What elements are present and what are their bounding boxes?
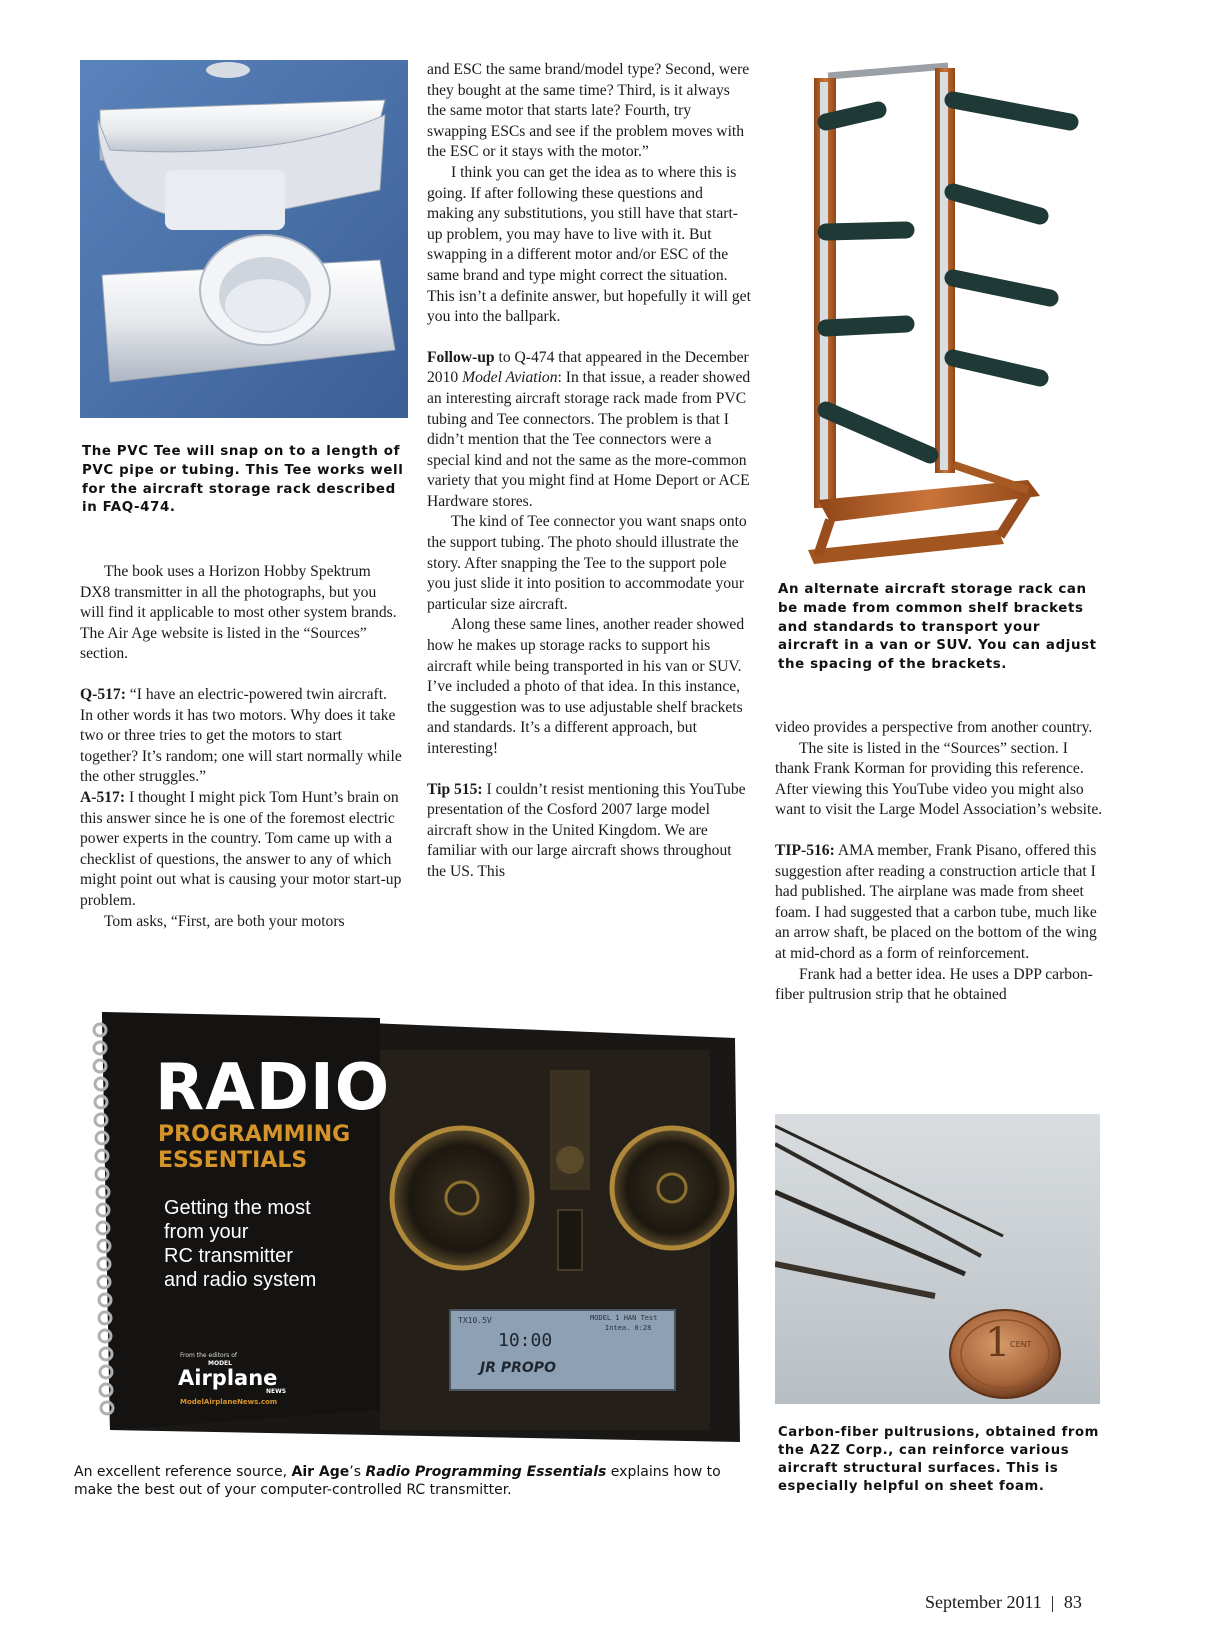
column-3 [775, 718, 1103, 1006]
screen-top-right: MODEL 1 HAN Test [590, 1314, 658, 1322]
column-2 [427, 60, 752, 883]
caption-book-title: Radio Programming Essentials [365, 1464, 607, 1480]
paragraph: The kind of Tee connector you want snaps onto the support tubing. The photo should illustrate the story. After snapping the Tee to the support pole you just slide it into position to accommodate your particular size aircraft. [427, 513, 747, 613]
issue-date: September 2011 [925, 1592, 1042, 1612]
screen-brand: JR PROPO [480, 1360, 556, 1376]
q517-paragraph [80, 685, 402, 788]
paragraph: The site is listed in the “Sources” section. I thank Frank Korman for providing this reference. After viewing this YouTube video you might also want to visit the Large Model Association’s website. [775, 739, 1103, 819]
book-brand-news: NEWS [266, 1388, 287, 1395]
paragraph: Tom asks, “First, are both your motors [104, 912, 345, 930]
book-title: RADIO [155, 1051, 391, 1125]
pvc-tee-photo [80, 60, 408, 418]
book-tagline: RC transmitter [164, 1245, 293, 1267]
storage-rack-caption: An alternate aircraft storage rack can be made from common shelf brackets and standards to transport your aircraft in a van or SUV. You can adjust the spacing of the brackets. [778, 582, 1097, 673]
book-subtitle: ESSENTIALS [158, 1148, 308, 1173]
page-footer [925, 1592, 1082, 1613]
tip515-text: I couldn’t resist mentioning this YouTube presentation of the Cosford 2007 large model aircraft show in the United Kingdom. We are familiar with our large aircraft shows throughout the US. This [427, 780, 746, 880]
paragraph: video provides a perspective from another country. [775, 719, 1093, 736]
a517-paragraph [80, 788, 402, 912]
storage-rack-photo [778, 60, 1100, 570]
q517-text: “I have an electric-powered twin aircraft. In other words it has two motors. Why does it take two or three tries to get the motors to start together? It’s random; one will start normally while the other struggles.” [80, 685, 402, 786]
a517-text: I thought I might pick Tom Hunt’s brain on this answer since he is one of the foremost electric power experts in the country. Tom came up with a checklist of questions, the answer to any of which might point out what is causing your motor start-up problem. [80, 788, 402, 909]
q517-label: Q-517: [80, 685, 126, 703]
book-caption [74, 1463, 754, 1499]
book-brand: Airplane [178, 1366, 278, 1390]
book-url: ModelAirplaneNews.com [180, 1398, 278, 1406]
book-from-editors: From the editors of [180, 1352, 237, 1359]
coin-value: 1 [985, 1320, 1011, 1366]
tip515-paragraph [427, 780, 752, 883]
magazine-name: Model Aviation [462, 369, 558, 387]
carbon-caption: Carbon-fiber pultrusions, obtained from the A2Z Corp., can reinforce various aircraft structural surfaces. This is especially helpful on sheet foam. [778, 1425, 1100, 1494]
a517-label: A-517: [80, 788, 126, 806]
page-number: 83 [1063, 1592, 1082, 1612]
caption-text: explains how to make the best out of your computer-controlled RC transmitter. [74, 1464, 721, 1498]
footer-divider [1052, 1596, 1053, 1612]
book-subtitle: PROGRAMMING [158, 1122, 351, 1147]
paragraph: I think you can get the idea as to where this is going. If after following these questions and making any substitutions, you still have that start-up problem, you may have to live with it. But swapping in a different motor and/or ESC of the same brand and type might correct the situation. This isn’t a definite answer, but hopefully it will get you into the ballpark. [427, 163, 751, 326]
screen-time: 10:00 [498, 1330, 553, 1351]
followup-paragraph [427, 348, 752, 513]
caption-text: An excellent reference source, [74, 1464, 292, 1480]
tip516-text: AMA member, Frank Pisano, offered this suggestion after reading a construction article that I had published. The airplane was made from sheet foam. I had suggested that a carbon tube, much like an arrow shaft, be placed on the bottom of the wing at mid-chord as a form of reinforcement. [775, 841, 1097, 962]
paragraph: Along these same lines, another reader showed how he makes up storage racks to support his aircraft while being transported in his van or SUV. I’ve included a photo of that idea. In this instance, the suggestion was to use adjustable shelf brackets and standards. It’s a different approach, but interesting! [427, 616, 745, 757]
carbon-fiber-photo [775, 1114, 1100, 1404]
book-brand-small: MODEL [208, 1360, 232, 1367]
column-1 [80, 562, 402, 932]
caption-text: ’s [349, 1464, 366, 1480]
followup-label: Follow-up [427, 348, 495, 366]
coin-label: CENT [1010, 1340, 1032, 1349]
screen-top-left: TX10.5V [458, 1316, 492, 1325]
book-tagline: from your [164, 1221, 249, 1243]
paragraph: and ESC the same brand/model type? Second, were they bought at the same time? Third, is it always the same motor that starts late? Fourth, try swapping ESCs and see if the problem moves with the ESC or it stays with the motor.” [427, 61, 750, 161]
screen-top-right-2: Intea. 0:28 [605, 1324, 652, 1332]
followup-text: to Q-474 that appeared in the December 2010 [427, 348, 749, 387]
caption-brand: Air Age [291, 1464, 350, 1480]
tip516-label: TIP-516: [775, 841, 835, 859]
pvc-tee-caption: The PVC Tee will snap on to a length of PVC pipe or tubing. This Tee works well for the aircraft storage rack described in FAQ-474. [82, 444, 404, 516]
paragraph: Frank had a better idea. He uses a DPP carbon-fiber pultrusion strip that he obtained [775, 965, 1093, 1004]
book-photo [80, 1010, 748, 1448]
tip516-paragraph [775, 841, 1103, 965]
book-tagline: and radio system [164, 1269, 317, 1291]
tip515-label: Tip 515: [427, 780, 483, 798]
book-tagline: Getting the most [164, 1197, 311, 1219]
paragraph: The book uses a Horizon Hobby Spektrum DX8 transmitter in all the photographs, but you will find it applicable to most other system brands. The Air Age website is listed in the “Sources” section. [80, 563, 397, 663]
followup-text: : In that issue, a reader showed an interesting aircraft storage rack made from PVC tubing and Tee connectors. The problem is that I didn’t mention that the Tee connectors were a special kind and not the same as the more-common variety that you might find at Home Deport or ACE Hardware stores. [427, 369, 751, 510]
